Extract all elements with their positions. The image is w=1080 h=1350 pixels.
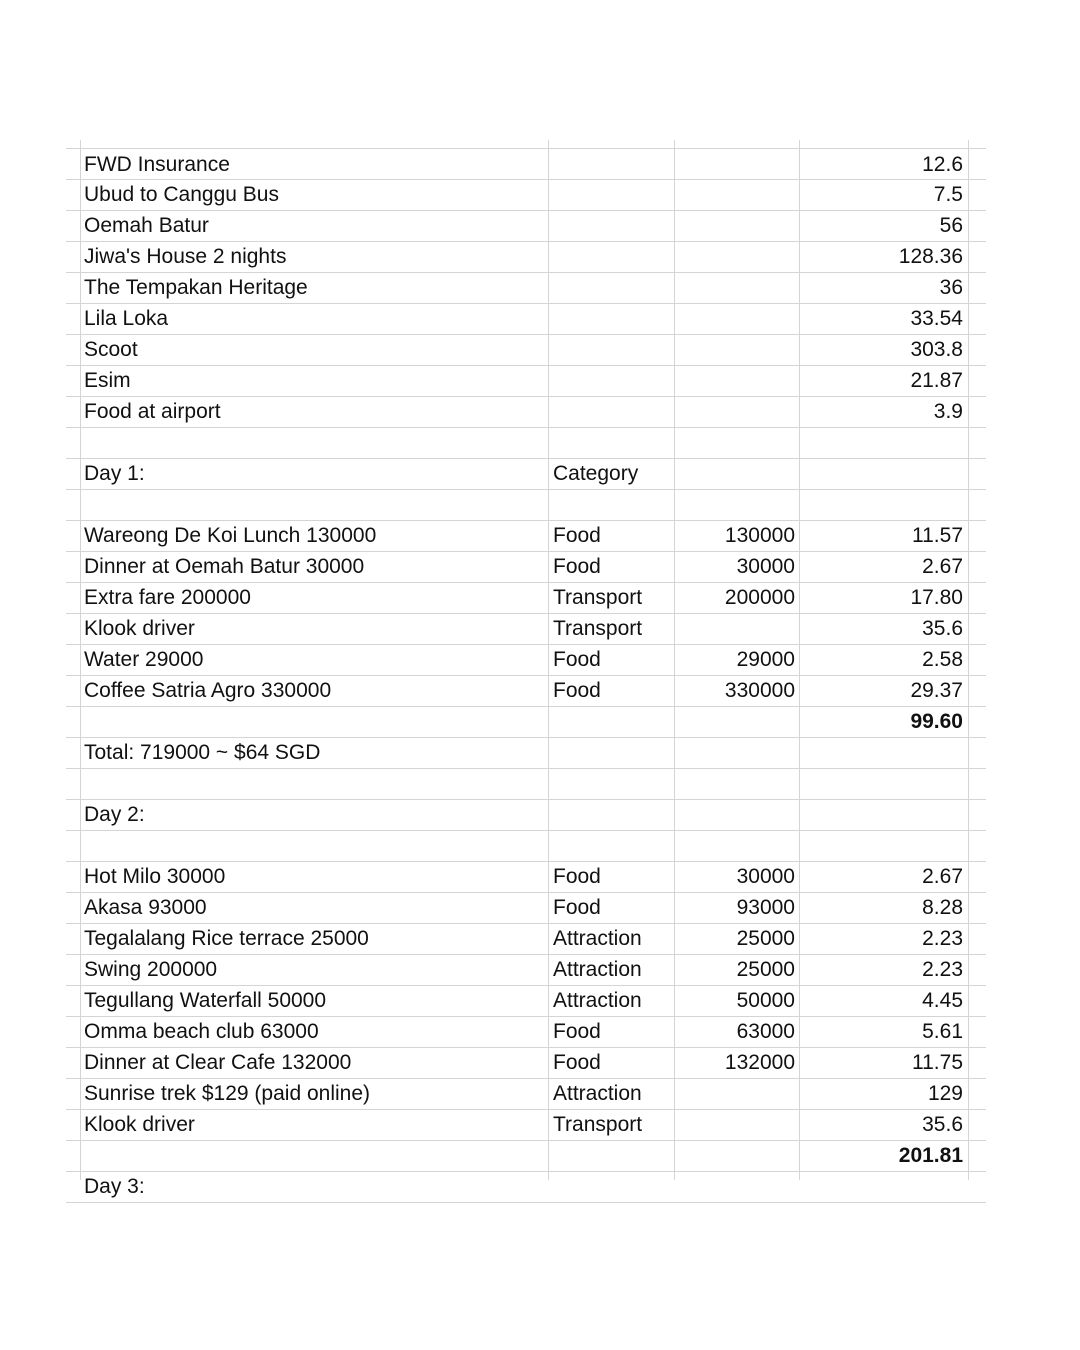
category-cell[interactable]: Transport: [553, 617, 643, 640]
sgd-amount-cell[interactable]: 35.6: [922, 617, 963, 640]
idr-amount-cell[interactable]: 200000: [724, 586, 795, 609]
category-cell[interactable]: [553, 428, 673, 458]
idr-amount-cell[interactable]: [678, 1141, 795, 1171]
idr-amount-cell[interactable]: 130000: [724, 524, 795, 547]
sgd-amount-cell[interactable]: 21.87: [910, 369, 963, 392]
description-cell[interactable]: [84, 1141, 544, 1171]
idr-amount-cell[interactable]: [678, 1110, 795, 1140]
idr-amount-cell[interactable]: 63000: [736, 1020, 795, 1043]
table-row: [66, 583, 986, 614]
table-row: [66, 304, 986, 335]
description-cell[interactable]: Omma beach club 63000: [84, 1020, 319, 1043]
table-row: [66, 676, 986, 707]
table-row: [66, 738, 986, 769]
idr-amount-cell[interactable]: 25000: [736, 958, 795, 981]
category-cell[interactable]: [553, 397, 673, 427]
category-cell[interactable]: [553, 150, 673, 180]
category-cell[interactable]: [553, 180, 673, 210]
description-cell[interactable]: Coffee Satria Agro 330000: [84, 679, 332, 702]
description-cell[interactable]: Tegalalang Rice terrace 25000: [84, 927, 369, 950]
description-cell[interactable]: Day 3:: [84, 1175, 145, 1198]
idr-amount-cell[interactable]: [678, 150, 795, 180]
idr-amount-cell[interactable]: [678, 738, 795, 768]
description-cell[interactable]: Water 29000: [84, 648, 204, 671]
sgd-amount-cell[interactable]: 99.60: [910, 710, 963, 733]
sgd-amount-cell[interactable]: 8.28: [922, 896, 963, 919]
table-row: [66, 1079, 986, 1110]
idr-amount-cell[interactable]: [678, 459, 795, 489]
idr-amount-cell[interactable]: [678, 335, 795, 365]
idr-amount-cell[interactable]: [678, 800, 795, 830]
category-cell[interactable]: Category: [553, 462, 639, 485]
description-cell[interactable]: Day 2:: [84, 803, 145, 826]
sgd-amount-cell[interactable]: 129: [927, 1082, 963, 1105]
sgd-amount-cell[interactable]: 2.23: [922, 927, 963, 950]
sgd-amount-cell[interactable]: 36: [939, 276, 963, 299]
idr-amount-cell[interactable]: [678, 614, 795, 644]
description-cell[interactable]: Tegullang Waterfall 50000: [84, 989, 327, 1012]
spreadsheet-table: [66, 140, 986, 1198]
table-row: [66, 428, 986, 459]
category-cell[interactable]: Food: [553, 648, 601, 671]
description-cell[interactable]: Sunrise trek $129 (paid online): [84, 1082, 371, 1105]
description-cell[interactable]: Akasa 93000: [84, 896, 207, 919]
category-cell[interactable]: Food: [553, 555, 601, 578]
table-row: [66, 459, 986, 490]
idr-amount-cell[interactable]: 25000: [736, 927, 795, 950]
idr-amount-cell[interactable]: [678, 366, 795, 396]
table-row: [66, 986, 986, 1017]
category-cell[interactable]: [553, 242, 673, 272]
idr-amount-cell[interactable]: 30000: [736, 865, 795, 888]
category-cell[interactable]: Food: [553, 1020, 601, 1043]
description-cell[interactable]: Lila Loka: [84, 307, 169, 330]
description-cell[interactable]: Day 1:: [84, 462, 145, 485]
description-cell[interactable]: [84, 428, 544, 458]
idr-amount-cell[interactable]: 50000: [736, 989, 795, 1012]
category-cell[interactable]: [553, 366, 673, 396]
sgd-amount-cell[interactable]: 56: [939, 214, 963, 237]
idr-amount-cell[interactable]: 30000: [736, 555, 795, 578]
description-cell[interactable]: Hot Milo 30000: [84, 865, 226, 888]
table-row: [66, 1110, 986, 1141]
sgd-amount-cell[interactable]: 128.36: [898, 245, 963, 268]
table-row: [66, 769, 986, 800]
description-cell[interactable]: FWD Insurance: [84, 153, 230, 176]
table-row: [66, 645, 986, 676]
sgd-amount-cell[interactable]: 35.6: [922, 1113, 963, 1136]
description-cell[interactable]: Scoot: [84, 338, 138, 361]
category-cell[interactable]: [553, 273, 673, 303]
description-cell[interactable]: Swing 200000: [84, 958, 218, 981]
idr-amount-cell[interactable]: 93000: [736, 896, 795, 919]
table-row: [66, 1141, 986, 1172]
idr-amount-cell[interactable]: [678, 180, 795, 210]
category-cell[interactable]: Food: [553, 524, 601, 547]
table-row: [66, 862, 986, 893]
category-cell[interactable]: Attraction: [553, 958, 642, 981]
description-cell[interactable]: [84, 490, 544, 520]
table-row: [66, 707, 986, 738]
idr-amount-cell[interactable]: [678, 831, 795, 861]
table-row: [66, 490, 986, 521]
description-cell[interactable]: Klook driver: [84, 1113, 195, 1136]
table-row: [66, 1048, 986, 1079]
table-row: [66, 1017, 986, 1048]
description-cell[interactable]: Jiwa's House 2 nights: [84, 245, 287, 268]
sgd-amount-cell[interactable]: [804, 769, 963, 799]
idr-amount-cell[interactable]: 132000: [724, 1051, 795, 1074]
sgd-amount-cell[interactable]: [804, 459, 963, 489]
sgd-amount-cell[interactable]: 2.58: [922, 648, 963, 671]
sgd-amount-cell[interactable]: 201.81: [898, 1144, 963, 1167]
idr-amount-cell[interactable]: [678, 211, 795, 241]
idr-amount-cell[interactable]: [678, 769, 795, 799]
category-cell[interactable]: Food: [553, 1051, 601, 1074]
sgd-amount-cell[interactable]: 303.8: [910, 338, 963, 361]
category-cell[interactable]: Food: [553, 679, 601, 702]
table-row: [66, 180, 986, 211]
table-row: [66, 893, 986, 924]
description-cell[interactable]: Wareong De Koi Lunch 130000: [84, 524, 377, 547]
sgd-amount-cell[interactable]: 2.67: [922, 865, 963, 888]
description-cell[interactable]: Ubud to Canggu Bus: [84, 183, 279, 206]
category-cell[interactable]: [553, 304, 673, 334]
table-row: [66, 800, 986, 831]
category-cell[interactable]: [553, 211, 673, 241]
idr-amount-cell[interactable]: 330000: [724, 679, 795, 702]
sgd-amount-cell[interactable]: [804, 1172, 963, 1202]
description-cell[interactable]: Extra fare 200000: [84, 586, 251, 609]
description-cell[interactable]: Dinner at Clear Cafe 132000: [84, 1051, 352, 1074]
idr-amount-cell[interactable]: [678, 1079, 795, 1109]
description-cell[interactable]: Total: 719000 ~ $64 SGD: [84, 741, 321, 764]
description-cell[interactable]: Dinner at Oemah Batur 30000: [84, 555, 365, 578]
sgd-amount-cell[interactable]: 4.45: [922, 989, 963, 1012]
description-cell[interactable]: [84, 707, 544, 737]
table-row: [66, 831, 986, 862]
category-cell[interactable]: [553, 831, 673, 861]
sgd-amount-cell[interactable]: [804, 490, 963, 520]
idr-amount-cell[interactable]: [678, 242, 795, 272]
category-cell[interactable]: Attraction: [553, 927, 642, 950]
category-cell[interactable]: [553, 1172, 673, 1202]
category-cell[interactable]: [553, 769, 673, 799]
category-cell[interactable]: [553, 738, 673, 768]
sgd-amount-cell[interactable]: 11.57: [912, 524, 963, 547]
table-row: [66, 552, 986, 583]
description-cell[interactable]: Food at airport: [84, 400, 221, 423]
sgd-amount-cell[interactable]: 17.80: [910, 586, 963, 609]
table-row: [66, 955, 986, 986]
idr-amount-cell[interactable]: [678, 397, 795, 427]
sgd-amount-cell[interactable]: 2.67: [922, 555, 963, 578]
sgd-amount-cell[interactable]: [804, 800, 963, 830]
table-row: [66, 366, 986, 397]
description-cell[interactable]: Oemah Batur: [84, 214, 209, 237]
sgd-amount-cell[interactable]: 11.75: [912, 1051, 963, 1074]
category-cell[interactable]: Transport: [553, 1113, 643, 1136]
table-row: [66, 148, 986, 180]
sgd-amount-cell[interactable]: 5.61: [922, 1020, 963, 1043]
description-cell[interactable]: [84, 769, 544, 799]
sgd-amount-cell[interactable]: 3.9: [933, 400, 963, 423]
idr-amount-cell[interactable]: [678, 707, 795, 737]
sgd-amount-cell[interactable]: [804, 738, 963, 768]
table-row: [66, 242, 986, 273]
sgd-amount-cell[interactable]: 29.37: [910, 679, 963, 702]
category-cell[interactable]: [553, 800, 673, 830]
idr-amount-cell[interactable]: [678, 428, 795, 458]
category-cell[interactable]: Attraction: [553, 989, 642, 1012]
category-cell[interactable]: Food: [553, 896, 601, 919]
idr-amount-cell[interactable]: [678, 304, 795, 334]
table-row: [66, 273, 986, 304]
table-row: [66, 924, 986, 955]
idr-amount-cell[interactable]: [678, 490, 795, 520]
sgd-amount-cell[interactable]: 33.54: [910, 307, 963, 330]
category-cell[interactable]: [553, 707, 673, 737]
category-cell[interactable]: Transport: [553, 586, 643, 609]
table-row: [66, 614, 986, 645]
table-row: [66, 211, 986, 242]
category-cell[interactable]: Attraction: [553, 1082, 642, 1105]
table-row: [66, 397, 986, 428]
idr-amount-cell[interactable]: [678, 273, 795, 303]
sgd-amount-cell[interactable]: [804, 831, 963, 861]
category-cell[interactable]: [553, 1141, 673, 1171]
description-cell[interactable]: [84, 831, 544, 861]
description-cell[interactable]: Esim: [84, 369, 131, 392]
category-cell[interactable]: [553, 335, 673, 365]
idr-amount-cell[interactable]: [678, 1172, 795, 1202]
sgd-amount-cell[interactable]: 2.23: [922, 958, 963, 981]
table-row: [66, 521, 986, 552]
category-cell[interactable]: Food: [553, 865, 601, 888]
sgd-amount-cell[interactable]: 7.5: [933, 183, 963, 206]
sgd-amount-cell[interactable]: [804, 428, 963, 458]
category-cell[interactable]: [553, 490, 673, 520]
idr-amount-cell[interactable]: 29000: [736, 648, 795, 671]
table-row: [66, 335, 986, 366]
sgd-amount-cell[interactable]: 12.6: [922, 153, 963, 176]
table-row: [66, 1172, 986, 1203]
description-cell[interactable]: Klook driver: [84, 617, 195, 640]
description-cell[interactable]: The Tempakan Heritage: [84, 276, 308, 299]
